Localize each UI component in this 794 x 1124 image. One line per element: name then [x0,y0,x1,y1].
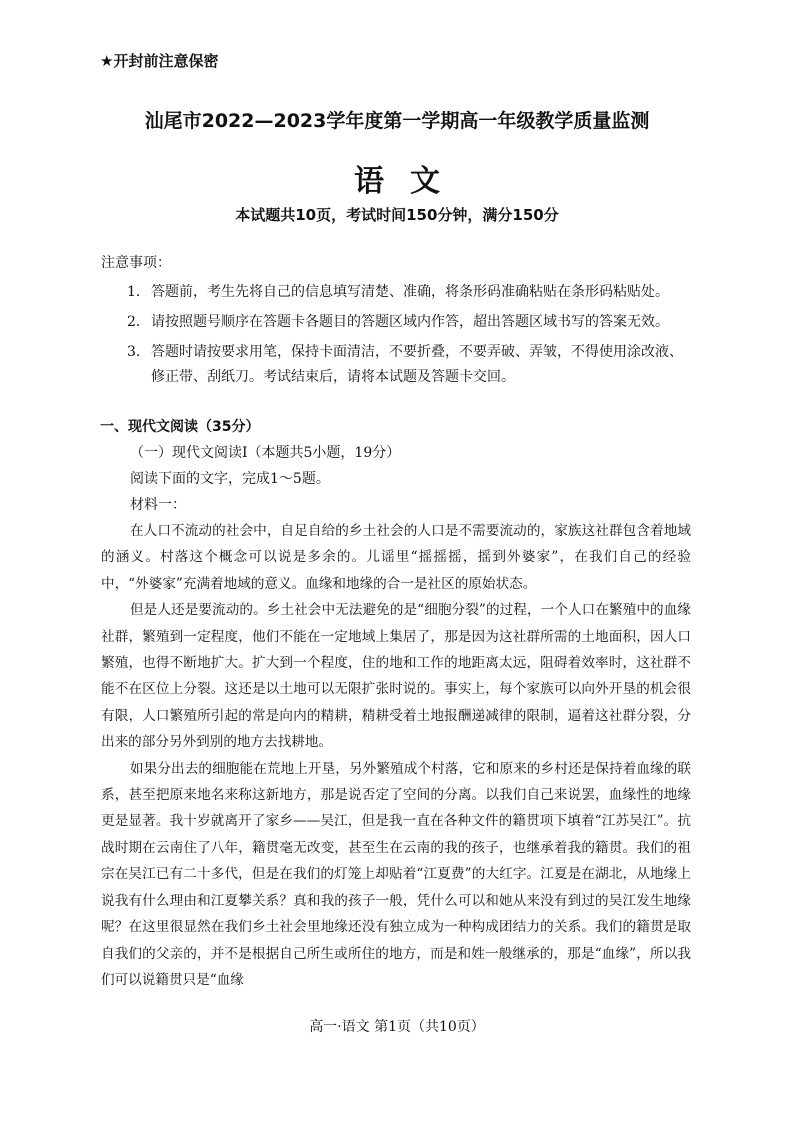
notice-item [101,280,695,305]
sub-section-heading: （一）现代文阅读Ⅰ（本题共5小题，19分） [130,445,401,461]
notice-list [101,280,695,395]
confidential-mark: ★开封前注意保密 [100,52,219,70]
notice-number: 3. [127,344,141,360]
notice-number: 1. [127,284,141,300]
exam-info: 本试题共10页，考试时间150分钟，满分150分 [235,206,559,224]
exam-title: 汕尾市2022—2023学年度第一学期高一年级教学质量监测 [144,110,650,132]
material-label: 材料一： [130,497,186,513]
reading-instruction: 阅读下面的文字，完成1～5题。 [130,471,330,487]
notice-number: 2. [127,314,141,330]
passage-paragraph: 如果分出去的细胞能在荒地上开垦，另外繁殖成个村落，它和原来的乡村还是保持着血缘的联系，甚至把原来地名来称这新地方，那是说否定了空间的分离。以我们自己来说罢，血缘性的地缘更是显著。我十岁就离开了家乡——吴江，但是我一直在各种文件的籍贯项下填着“江苏吴江”。抗战时期在云南住了八年，籍贯毫无改变，甚至生在云南的我的孩子，也继承着我的籍贯。我们的祖宗在吴江已有二十多代，但是在我们的灯笼上却贴着“江夏费”的大红字。江夏是在湖北，从地缘上说我有什么理由和江夏攀关系？真和我的孩子一般，凭什么可以和她从来没有到过的吴江发生地缘呢？在这里很显然在我们乡土社会里地缘还没有独立成为一种构成团结力的关系。我们的籍贯是取自我们的父亲的，并不是根据自己所生或所住的地方，而是和姓一般继承的，那是“血缘”，所以我们可以说籍贯只是“血缘 [101,760,691,988]
notice-text: 答题时请按要求用笔，保持卡面清洁，不要折叠，不要弄破、弄皱，不得使用涂改液、修正带、刮纸刀。考试结束后，请将本试题及答题卡交回。 [151,344,683,385]
notice-heading: 注意事项： [101,255,171,271]
passage-paragraph: 在人口不流动的社会中，自足自给的乡土社会的人口是不需要流动的，家族这社群包含着地域的涵义。村落这个概念可以说是多余的。儿谣里“摇摇摇，摇到外婆家”，在我们自己的经验中，“外婆家”充满着地域的意义。血缘和地缘的合一是社区的原始状态。 [101,523,691,592]
section-heading: 一、现代文阅读（35分） [100,419,260,435]
passage-paragraph: 但是人还是要流动的。乡土社会中无法避免的是“细胞分裂”的过程，一个人口在繁殖中的血缘社群，繁殖到一定程度，他们不能在一定地域上集居了，那是因为这社群所需的土地面积，因人口繁殖，也得不断地扩大。扩大到一个程度，住的地和工作的地距离太远，阻碍着效率时，这社群不能不在区位上分裂。这还是以土地可以无限扩张时说的。事实上，每个家族可以向外开垦的机会很有限，人口繁殖所引起的常是向内的精耕，精耕受着土地报酬递减律的限制，逼着这社群分裂，分出来的部分另外到别的地方去找耕地。 [101,602,691,751]
notice-item [101,310,695,335]
subject-title: 语文 [354,164,466,199]
notice-text: 答题前，考生先将自己的信息填写清楚、准确，将条形码准确粘贴在条形码粘贴处。 [151,284,669,300]
reading-passage [101,518,691,993]
page-footer: 高一·语文 第1页（共10页） [309,1019,485,1035]
notice-text: 请按照题号顺序在答题卡各题目的答题区域内作答，超出答题区域书写的答案无效。 [151,314,669,330]
notice-item [101,340,695,390]
